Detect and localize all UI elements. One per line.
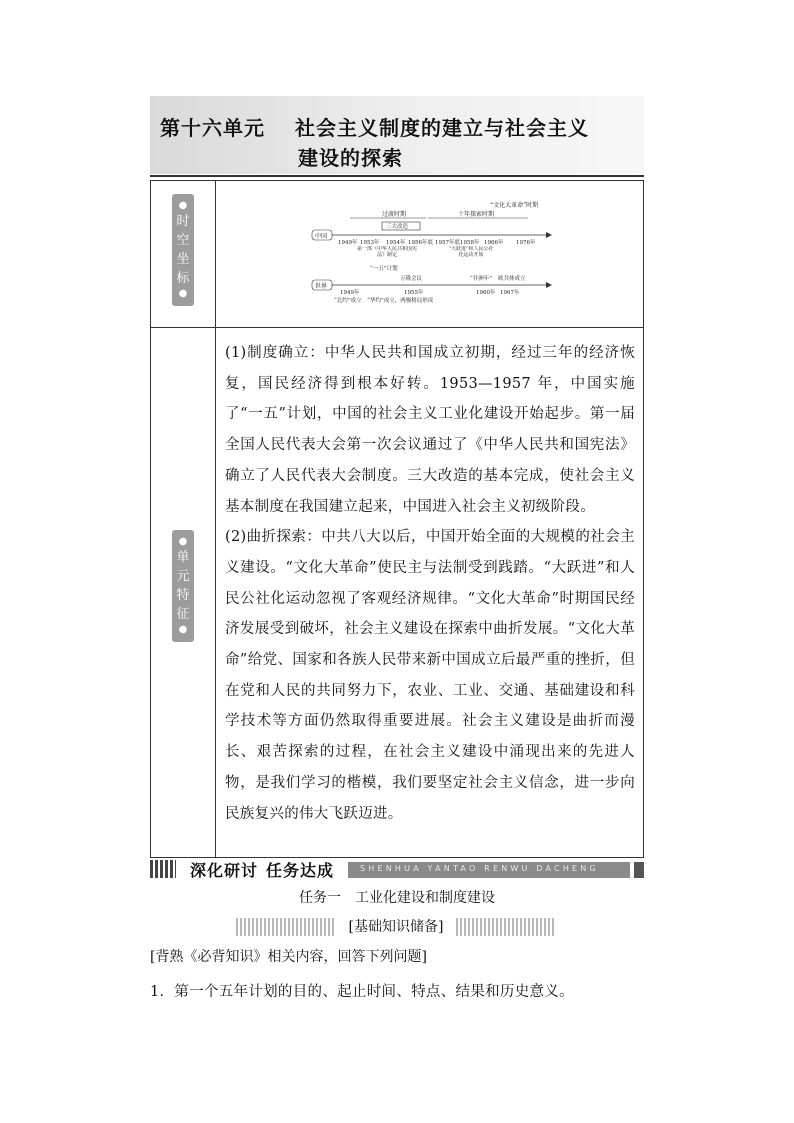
- china-year: 1953年: [360, 240, 380, 246]
- feature-paragraph-1: (1)制度确立：中华人民共和国成立初期，经过三年的经济恢复，国民经济得到根本好转。1953—1957 年，中国实施了“一五”计划，中国的社会主义工业化建设开始起步。第一届全国人民代表大会第一次会议通过了《中华人民共和国宪法》确立了人民代表大会制度。三大改造的基本完成，使社会主义基本制度在我国建立起来，中国进入社会主义初级阶段。: [225, 345, 635, 515]
- section-pinyin: SHENHUA YANTAO RENWU DACHENG: [360, 864, 599, 873]
- arrow-icon: [546, 282, 552, 288]
- dot-icon: ●: [178, 288, 188, 299]
- section-endcap: [634, 862, 644, 878]
- instruction-text: [背熟《必背知识》相关内容，回答下列问题]: [150, 949, 427, 965]
- china-event-five-year-plan: “一五”计划: [370, 266, 398, 272]
- knowledge-banner: [236, 918, 556, 936]
- unit-features-text: [225, 338, 635, 829]
- china-label: 中国: [315, 233, 328, 240]
- box-label: 三大改造: [386, 224, 409, 230]
- china-year: 1976年: [516, 240, 536, 246]
- world-year: 1955年: [404, 290, 424, 296]
- timeline-tag: ● 时 空 坐 标 ●: [172, 194, 194, 306]
- world-year: 1960年: [476, 290, 496, 296]
- feature-paragraph-2: (2)曲折探索：中共八大以后，中国开始全面的大规模的社会主义建设。“文化大革命”使民主与法制受到践踏。“大跃进”和人民公社化运动忽视了客观经济规律。“文化大革命”时期国民经济发展受到破坏，社会主义建设在探索中曲折发展。“文化大革命”给党、国家和各族人民带来新中国成立后最严重的挫折，但在党和人民的共同努力下，农业、工业、交通、基础建设和科学技术等方面仍然取得重要进展。社会主义建设是曲折而漫长、艰苦探索的过程，在社会主义建设中涌现出来的先进人物，是我们学习的楷模，我们要坚定社会主义信念，进一步向民族复兴的伟大飞跃迈进。: [225, 529, 635, 822]
- title-rule: [150, 175, 644, 177]
- china-year: 1949年: [338, 240, 358, 246]
- dot-icon: ●: [178, 624, 188, 635]
- china-year: 1956年底: [408, 240, 433, 246]
- unit-title-line2: 建设的探索: [298, 146, 403, 170]
- unit-number: 第十六单元: [160, 116, 265, 140]
- task-label: 任务一: [299, 890, 341, 906]
- task-title-text: 工业化建设和制度建设: [355, 890, 495, 906]
- dot-icon: ●: [178, 536, 188, 547]
- feature-tag: ● 单 元 特 征 ●: [172, 530, 194, 642]
- china-year: 1966年: [484, 240, 504, 246]
- world-event-bandung: 万隆会议: [400, 276, 423, 282]
- knowledge-label: [基础知识储备]: [336, 918, 456, 936]
- world-event-africa-year: “非洲年”: [470, 276, 493, 282]
- world-events-bottom: “北约”成立 “华约”成立，两极格局形成: [334, 298, 434, 304]
- period-label-transition: 过渡时期: [382, 211, 407, 218]
- unit-title-text: 社会主义制度的建立与社会主义: [295, 116, 589, 140]
- china-year: 1954年: [386, 240, 406, 246]
- task-title: [0, 887, 794, 907]
- china-event-great-leap: “大跃进”和人民公社化运动开始: [448, 246, 494, 258]
- question-1: 1．第一个五年计划的目的、起止时间、特点、结果和历史意义。: [150, 984, 574, 1000]
- section-title: 深化研讨 任务达成: [190, 861, 335, 880]
- timeline-diagram: [300, 198, 560, 308]
- world-event-ec: 欧共体成立: [498, 276, 526, 282]
- china-year: 1958年: [460, 240, 480, 246]
- arrow-icon: [546, 232, 552, 238]
- stripes-icon: [150, 860, 176, 878]
- world-label: 世界: [315, 283, 328, 290]
- unit-title-line1: [160, 112, 589, 141]
- table-divider-vertical: [215, 181, 216, 857]
- section-header: [150, 858, 644, 880]
- china-year: 1957年底: [435, 240, 460, 246]
- world-year: 1949年: [340, 290, 360, 296]
- period-label-exploration: 十年探索时期: [458, 211, 495, 218]
- period-label-cultural-revolution: “文化大革命”时期: [490, 202, 539, 209]
- table-divider-horizontal: [151, 327, 643, 328]
- china-event-constitution: 第一部《中华人民共和国宪法》制定: [356, 246, 417, 258]
- dot-icon: ●: [178, 200, 188, 211]
- world-year: 1967年: [500, 290, 520, 296]
